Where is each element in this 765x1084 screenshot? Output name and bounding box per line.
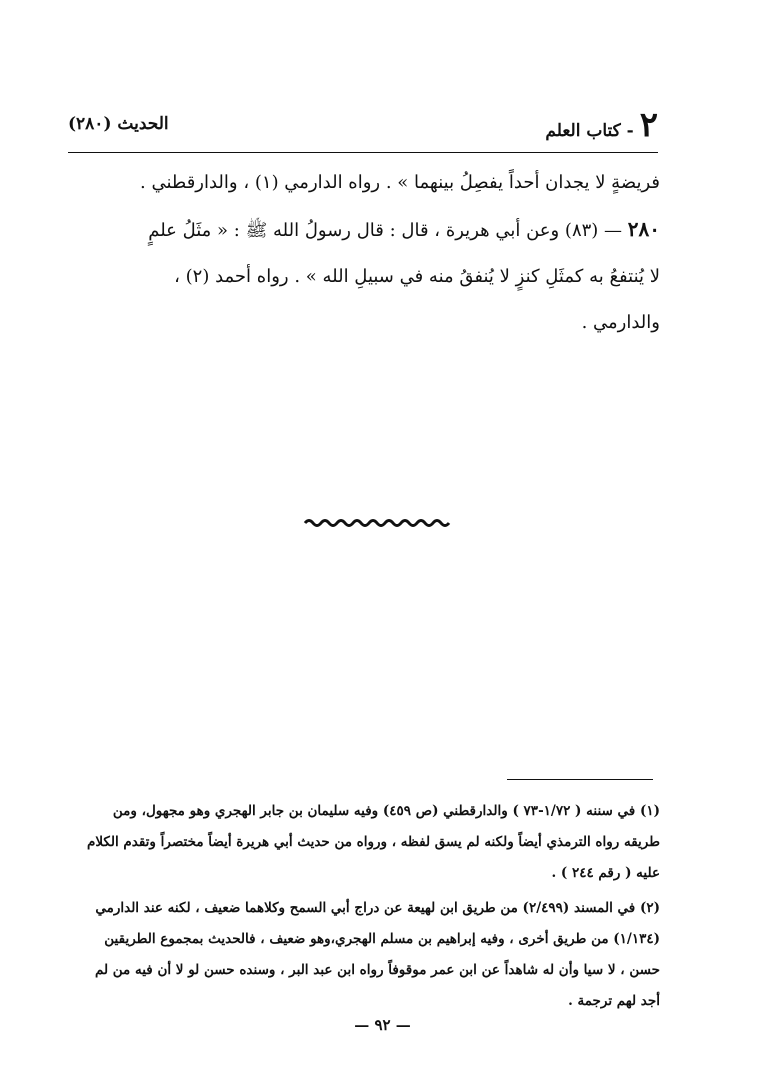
main-text	[135, 160, 660, 346]
hadith-reference: الحديث (٢٨٠)	[68, 114, 169, 134]
footnote-2: (٢) في المسند (٢/٤٩٩) من طريق ابن لهيعة عن دراج أبي السمح وكلاهما ضعيف ، لكنه عند الدارمي (١/١٣٤) من طريق أخرى ، وفيه إبراهيم بن مسلم الهجري،وهو ضعيف ، فالحديث بمجموع الطريقين حسن ، لا سيا وأن له شاهداً عن ابن عمر موقوفاً رواه ابن عبد البر ، وسنده حسن لو لا أن فيه من لم أجد لهم ترجمة .	[94, 900, 660, 1009]
hadith-number: ٢٨٠	[627, 217, 660, 241]
wavy-ornament-divider	[303, 516, 453, 530]
footnote-1: (١) في سننه ( ١/٧٢-٧٣ ) والدارقطني (ص ٤٥٩) وفيه سليمان بن جابر الهجري وهو مجهول، ومن طريقه رواه الترمذي أيضاً ولكنه لم يسق لفظه ، ورواه من حديث أبي هريرة أيضاً مختصراً وتقدم الكلام عليه ( رقم ٢٤٤ ) .	[86, 803, 660, 881]
chapter-number: ٢	[639, 105, 658, 145]
footnotes	[75, 796, 660, 1021]
page-number: — ٩٢ —	[354, 1016, 411, 1034]
hadith-text: — (٨٣) وعن أبي هريرة ، قال : قال رسولُ الله ﷺ : « مثَلُ علمٍ لا يُنتفعُ به كمثَلِ كنزٍ لا يُنفقُ منه في سبيلِ الله » . رواه أحمد (٢) ، والدارمي .	[148, 220, 660, 333]
footnote-divider	[507, 779, 653, 780]
chapter-title: - كتاب العلم	[545, 121, 634, 141]
hadith-paragraph	[135, 206, 660, 346]
paragraph-continuation: فريضةٍ لا يجدان أحداً يفصِلُ بينهما » . رواه الدارمي (١) ، والدارقطني .	[140, 172, 660, 193]
chapter-heading	[545, 105, 658, 145]
page-header	[68, 100, 658, 150]
header-divider	[68, 152, 658, 153]
